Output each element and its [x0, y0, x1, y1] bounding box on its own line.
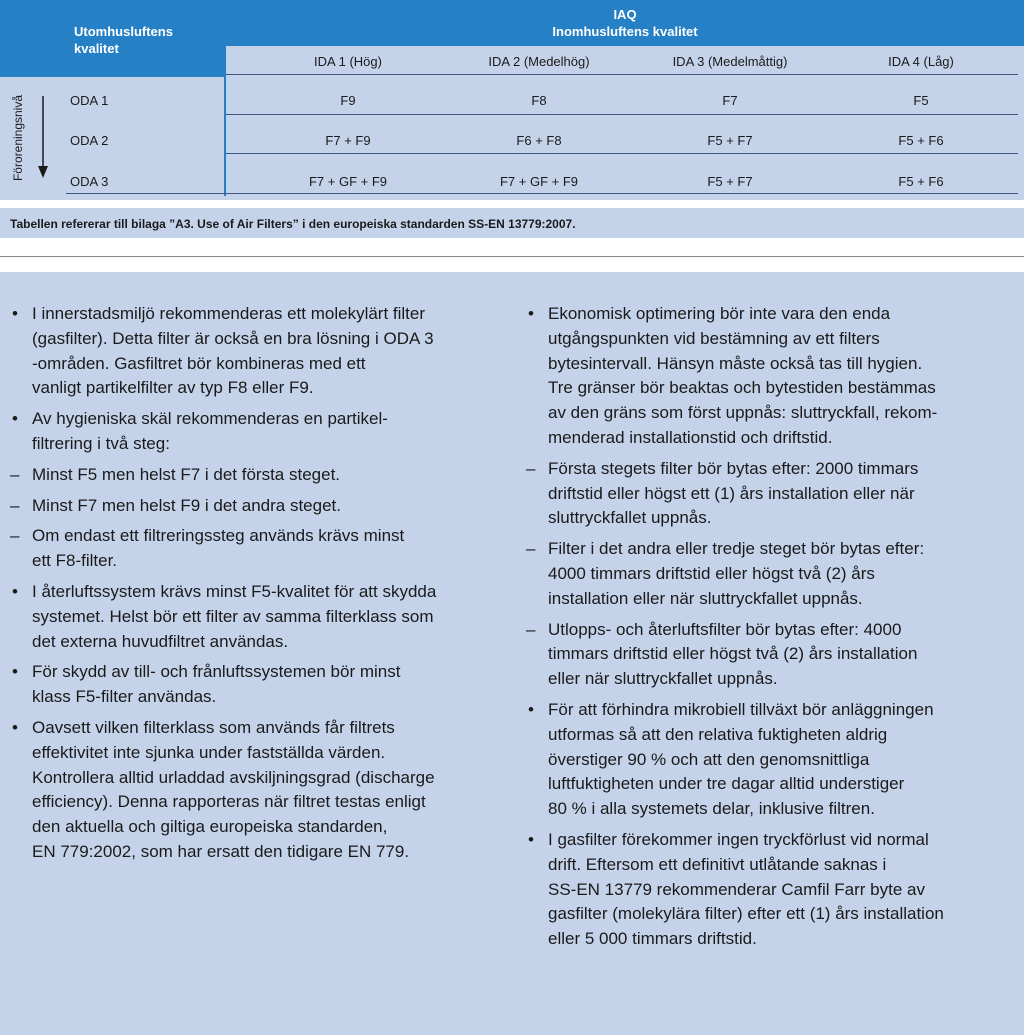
bullet-marker: • [528, 304, 534, 323]
pollution-level-axis [4, 86, 32, 190]
outdoor-header-line-1: Utomhusluftens [74, 24, 173, 39]
bullet-marker: • [528, 829, 534, 849]
column-header-ida3: IDA 3 (Medelmåttig) [672, 54, 788, 69]
bullet-marker: • [12, 409, 18, 429]
text-line: Filter i det andra eller tredje steget bör bytas efter: [548, 539, 925, 559]
table-cell: F5 [913, 93, 929, 108]
text-line: effektivitet inte sjunka under fastställda värden. [32, 742, 386, 762]
text-line: Kontrollera alltid urladdad avskiljningsgrad (discharge [32, 767, 435, 787]
text-line: utformas så att den relativa fuktigheten aldrig [548, 724, 888, 744]
section-divider [0, 256, 1024, 257]
text-line: filtrering i två steg: [32, 433, 170, 453]
iaq-header-subtitle: Inomhusluftens kvalitet [552, 24, 698, 39]
column-header-ida4: IDA 4 (Låg) [888, 54, 954, 69]
list-item [8, 524, 508, 574]
bullet-marker: • [12, 662, 18, 682]
text-line: gasfilter (molekylära filter) efter ett (1) års installation [548, 904, 944, 924]
right-column [524, 302, 1020, 958]
table-footnote [0, 208, 1024, 238]
outdoor-header-line-2: kvalitet [74, 41, 119, 56]
filter-recommendation-table [0, 0, 1024, 200]
down-arrow-icon [37, 96, 49, 178]
row-label-oda3: ODA 3 [70, 174, 109, 189]
text-line: 4000 timmars driftstid eller högst två (2) års [548, 563, 875, 583]
list-item [524, 537, 1020, 611]
table-cell: F9 [340, 93, 356, 108]
text-line: Första stegets filter bör bytas efter: 2000 timmars [548, 458, 919, 478]
text-line: vanligt partikelfilter av typ F8 eller F9. [32, 378, 314, 398]
text-line: Om endast ett filtreringssteg används krävs minst [32, 526, 405, 546]
text-line: installation eller när sluttryckfallet uppnås. [548, 588, 863, 608]
bullet-marker: • [12, 304, 18, 323]
text-line: driftstid eller högst ett (1) års installation eller när [548, 483, 915, 503]
dash-marker: – [526, 458, 536, 478]
list-item [8, 302, 508, 401]
bullet-marker: • [12, 717, 18, 737]
text-line: För att förhindra mikrobiell tillväxt bör anläggningen [548, 699, 934, 719]
text-line: 80 % i alla systemets delar, inklusive filtren. [548, 799, 875, 819]
iaq-header [226, 0, 1024, 46]
text-line: I återluftssystem krävs minst F5-kvalitet för att skydda [32, 581, 437, 601]
column-header-ida1: IDA 1 (Hög) [314, 54, 382, 69]
text-line: menderad installationstid och driftstid. [548, 427, 833, 447]
table-footnote-text: Tabellen refererar till bilaga ”A3. Use of Air Filters” i den europeiska standarden SS-EN 13779:2007. [10, 217, 576, 231]
text-line: Utlopps- och återluftsfilter bör bytas efter: 4000 [548, 619, 902, 639]
bullet-marker: • [528, 699, 534, 719]
text-line: sluttryckfallet uppnås. [548, 508, 712, 528]
table-cell: F5 + F7 [707, 174, 753, 189]
outdoor-quality-header [0, 0, 224, 76]
text-line: I gasfilter förekommer ingen tryckförlust vid normal [548, 829, 929, 849]
text-line: ett F8-filter. [32, 551, 118, 571]
left-column [8, 302, 508, 871]
list-item [8, 407, 508, 457]
text-line: SS-EN 13779 rekommenderar Camfil Farr byte av [548, 879, 925, 899]
row-separator [226, 114, 1018, 115]
text-line: systemet. Helst bör ett filter av samma filterklass som [32, 606, 434, 626]
text-line: -områden. Gasfiltret bör kombineras med ett [32, 353, 366, 373]
text-line: Minst F7 men helst F9 i det andra steget. [32, 495, 341, 515]
list-item [8, 660, 508, 710]
text-line: (gasfilter). Detta filter är också en bra lösning i ODA 3 [32, 328, 434, 348]
dash-marker: – [526, 539, 536, 559]
text-line: av den gräns som först uppnås: sluttryckfall, rekom- [548, 403, 938, 423]
text-line: överstiger 90 % och att den genomsnittliga [548, 749, 870, 769]
table-cell: F7 + GF + F9 [308, 174, 388, 189]
list-item [524, 828, 1020, 952]
text-line: EN 779:2002, som har ersatt den tidigare EN 779. [32, 841, 410, 861]
list-item [8, 494, 508, 519]
text-line: eller när sluttryckfallet uppnås. [548, 669, 778, 689]
list-item [8, 580, 508, 654]
text-line: Ekonomisk optimering bör inte vara den enda [548, 304, 891, 323]
list-item [8, 463, 508, 488]
text-line: luftfuktigheten under tre dagar alltid understiger [548, 774, 905, 794]
text-line: den aktuella och giltiga europeiska standarden, [32, 817, 388, 837]
text-line: Tre gränser bör beaktas och bytestiden bestämmas [548, 378, 936, 398]
bullet-marker: • [12, 581, 18, 601]
list-item [524, 457, 1020, 531]
pollution-level-label: Föroreningsnivå [11, 94, 25, 182]
text-line: eller 5 000 timmars driftstid. [548, 929, 757, 949]
row-separator [66, 193, 1018, 194]
text-line: I innerstadsmiljö rekommenderas ett molekylärt filter [32, 304, 426, 323]
text-line: klass F5-filter användas. [32, 687, 217, 707]
list-item [524, 302, 1020, 451]
iaq-header-title: IAQ [613, 7, 637, 22]
table-cell: F7 [722, 93, 738, 108]
list-item [524, 618, 1020, 692]
list-item [8, 716, 508, 865]
text-line: Minst F5 men helst F7 i det första steget. [32, 464, 341, 484]
table-cell: F5 + F7 [707, 133, 753, 148]
dash-marker: – [10, 464, 20, 484]
text-line: Av hygieniska skäl rekommenderas en partikel- [32, 409, 388, 429]
text-line: bytesintervall. Hänsyn måste också tas till hygien. [548, 353, 923, 373]
column-header-underline [226, 74, 1018, 75]
recommendations-panel [0, 272, 1024, 1035]
text-line: För skydd av till- och frånluftssystemen bör minst [32, 662, 401, 682]
text-line: drift. Eftersom ett definitivt utlåtande saknas i [548, 854, 887, 874]
text-line: efficiency). Denna rapporteras när filtret testas enligt [32, 792, 426, 812]
table-cell: F7 + F9 [325, 133, 371, 148]
column-header-ida2: IDA 2 (Medelhög) [488, 54, 590, 69]
text-line: utgångspunkten vid bestämning av ett filters [548, 328, 880, 348]
list-item [524, 698, 1020, 822]
text-line: timmars driftstid eller högst två (2) års installation [548, 644, 918, 664]
text-line: det externa huvudfiltret användas. [32, 631, 289, 651]
row-separator [226, 153, 1018, 154]
left-header-underline [0, 76, 226, 77]
text-line: Oavsett vilken filterklass som används får filtrets [32, 717, 395, 737]
table-cell: F5 + F6 [898, 174, 944, 189]
table-cell: F5 + F6 [898, 133, 944, 148]
table-cell: F8 [531, 93, 547, 108]
row-label-oda2: ODA 2 [70, 133, 109, 148]
dash-marker: – [526, 619, 536, 639]
row-label-oda1: ODA 1 [70, 93, 109, 108]
table-divider-vertical [224, 0, 226, 196]
dash-marker: – [10, 495, 20, 515]
table-cell: F6 + F8 [516, 133, 562, 148]
dash-marker: – [10, 526, 20, 546]
table-cell: F7 + GF + F9 [499, 174, 579, 189]
